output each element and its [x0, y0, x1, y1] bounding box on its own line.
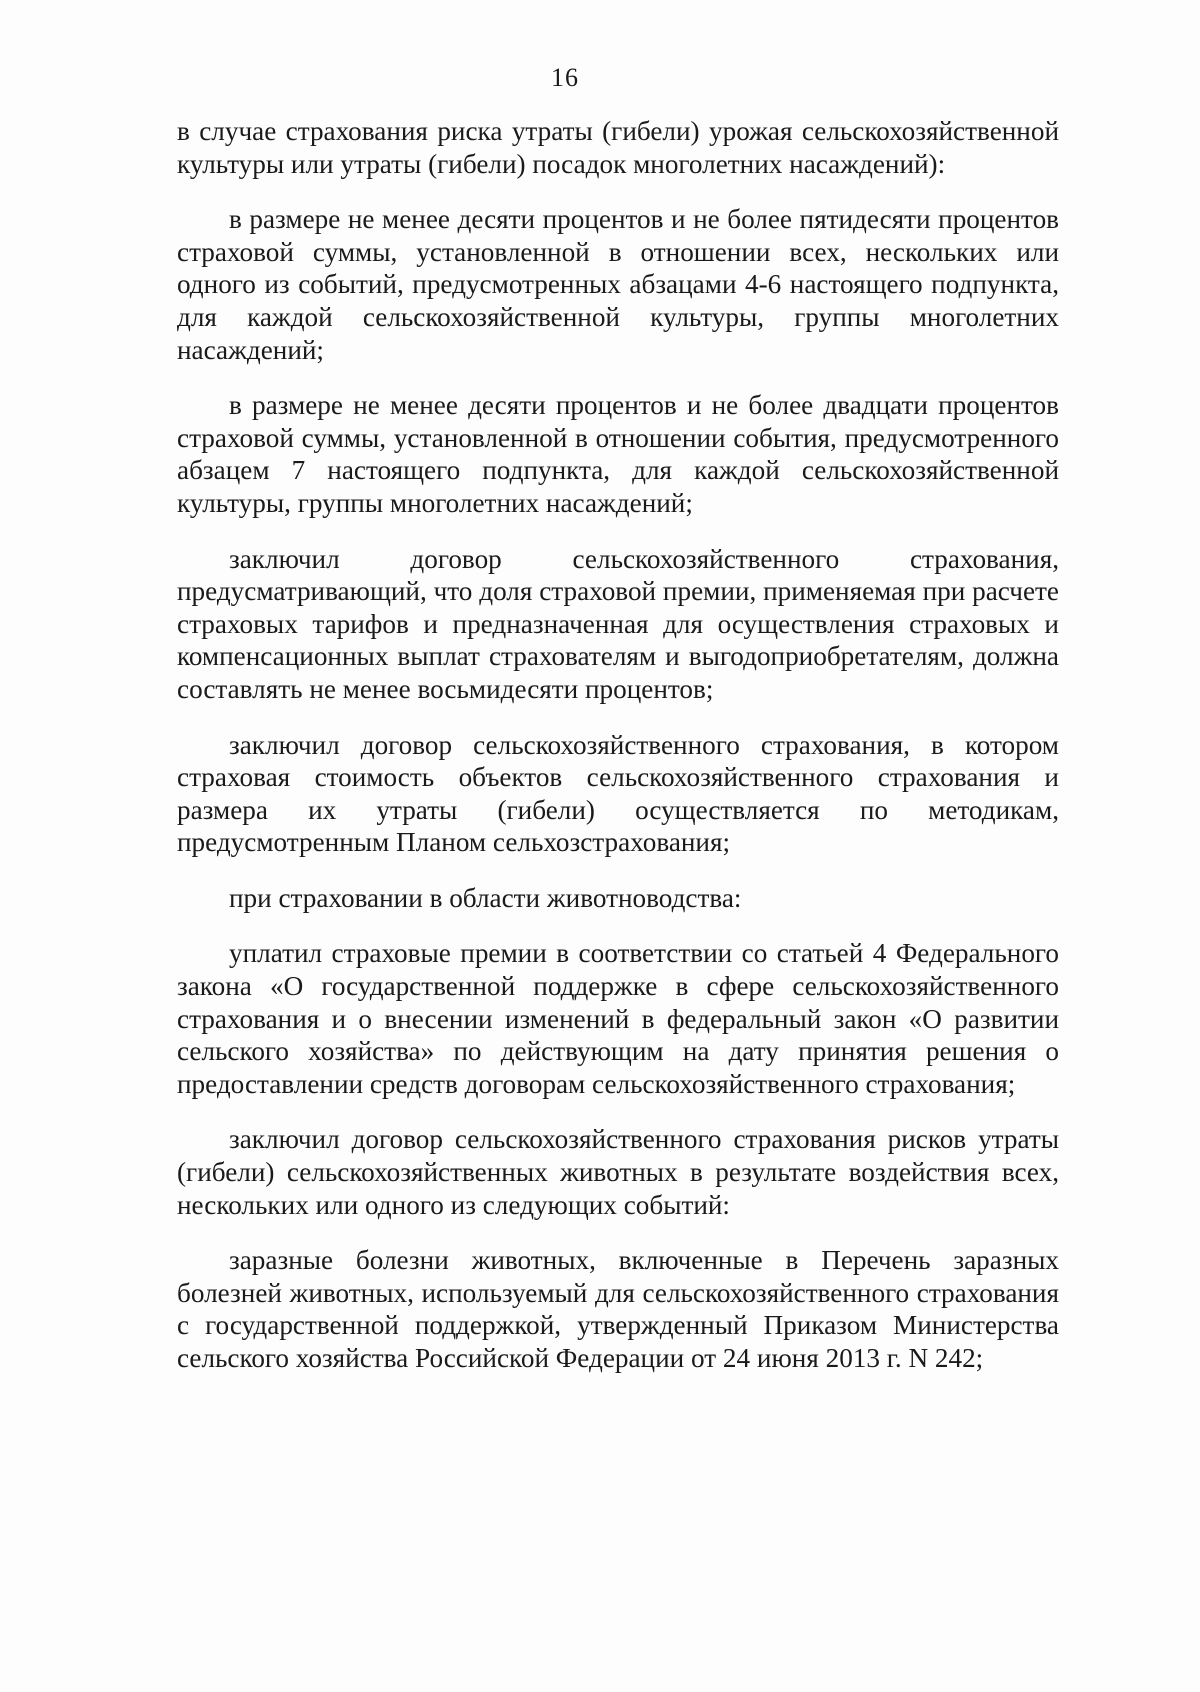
paragraph-valuation-methods: заключил договор сельскохозяйственного страхования, в котором страховая стоимость объектов сельскохозяйственного страхования и размера их утраты (гибели) осуществляется по методикам, предусмотренным Планом сельхозстрахования; — [177, 729, 1059, 858]
paragraph-premiums-paid: уплатил страховые премии в соответствии со статьей 4 Федерального закона «О государственной поддержке в сфере сельскохозяйственного страхования и о внесении изменений в федеральный закон «О развитии сельского хозяйства» по действующим на дату принятия решения о предоставлении средств договорам сельскохозяйственного страхования; — [177, 938, 1059, 1099]
paragraph-livestock-risks: заключил договор сельскохозяйственного страхования рисков утраты (гибели) сельскохозяйственных животных в результате воздействия всех, нескольких или одного из следующих событий: — [177, 1124, 1059, 1220]
document-body — [177, 115, 1059, 1398]
paragraph-subsidy-size-50: в размере не менее десяти процентов и не более пятидесяти процентов страховой суммы, установленной в отношении всех, нескольких или одного из событий, предусмотренных абзацами 4-6 настоящего подпункта, для каждой сельскохозяйственной культуры, группы многолетних насаждений; — [177, 204, 1059, 365]
paragraph-premium-share: заключил договор сельскохозяйственного страхования, предусматривающий, что доля страховой премии, применяемая при расчете страховых тарифов и предназначенная для осуществления страховых и компенсационных выплат страхователям и выгодоприобретателям, должна составлять не менее восьмидесяти процентов; — [177, 543, 1059, 704]
paragraph-subsidy-size-20: в размере не менее десяти процентов и не более двадцати процентов страховой суммы, установленной в отношении события, предусмотренного абзацем 7 настоящего подпункта, для каждой сельскохозяйственной культуры, группы многолетних насаждений; — [177, 390, 1059, 518]
page-number: 16 — [551, 63, 579, 92]
paragraph-livestock-heading: при страховании в области животноводства: — [229, 882, 742, 913]
paragraph-continuation: в случае страхования риска утраты (гибели) урожая сельскохозяйственной культуры или утраты (гибели) посадок многолетних насаждений): — [177, 116, 1059, 179]
paragraph-animal-diseases: заразные болезни животных, включенные в Перечень заразных болезней животных, используемый для сельскохозяйственного страхования с государственной поддержкой, утвержденный Приказом Министерства сельского хозяйства Российской Федерации от 24 июня 2013 г. N 242; — [177, 1245, 1059, 1373]
